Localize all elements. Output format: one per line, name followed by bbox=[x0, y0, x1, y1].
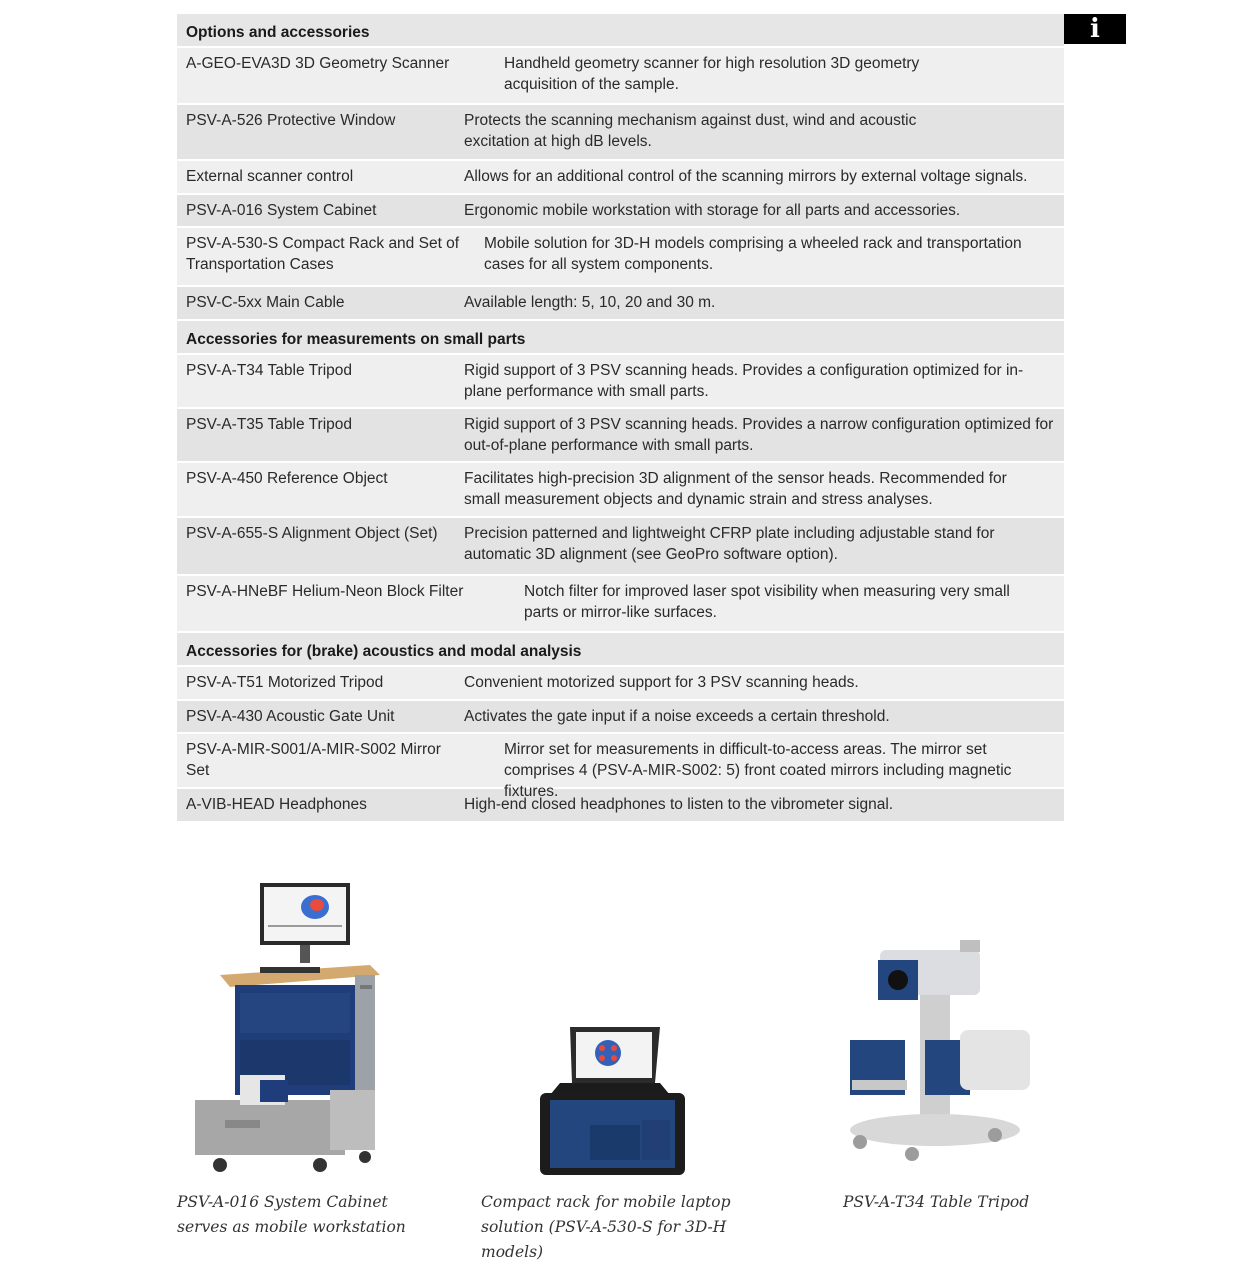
table-row bbox=[177, 105, 1064, 161]
item-name: PSV-A-450 Reference Object bbox=[186, 470, 388, 487]
item-description: Rigid support of 3 PSV scanning heads. Provides a configuration optimized for in-plane performance with small parts. bbox=[464, 362, 1024, 400]
table-row bbox=[177, 463, 1064, 518]
table-row bbox=[177, 701, 1064, 734]
item-description: Available length: 5, 10, 20 and 30 m. bbox=[464, 294, 716, 311]
item-description: Facilitates high-precision 3D alignment of the sensor heads. Recommended for small measurement objects and dynamic strain and stress analyses. bbox=[464, 470, 1007, 508]
item-description: Ergonomic mobile workstation with storage for all parts and accessories. bbox=[464, 202, 961, 219]
table-row bbox=[177, 518, 1064, 576]
item-name: PSV-A-430 Acoustic Gate Unit bbox=[186, 708, 395, 725]
item-description: Convenient motorized support for 3 PSV scanning heads. bbox=[464, 674, 859, 691]
item-name: PSV-A-HNeBF Helium-Neon Block Filter bbox=[186, 583, 464, 600]
caption-text: Compact rack for mobile laptop solution (PSV-A-530-S for 3D-H models) bbox=[481, 1193, 731, 1261]
item-description: Handheld geometry scanner for high resolution 3D geometry acquisition of the sample. bbox=[504, 55, 920, 93]
table-row bbox=[177, 355, 1064, 409]
table-row bbox=[177, 48, 1064, 105]
item-description: Mobile solution for 3D-H models comprising a wheeled rack and transportation cases for all system components. bbox=[484, 235, 1022, 273]
table-row bbox=[177, 228, 1064, 287]
section-header: Options and accessories bbox=[177, 14, 1064, 48]
figure-caption-cabinet bbox=[177, 1190, 417, 1240]
table-row bbox=[177, 734, 1064, 800]
item-description: Activates the gate input if a noise exceeds a certain threshold. bbox=[464, 708, 890, 725]
figure-caption-tripod bbox=[843, 1190, 1043, 1215]
item-name: PSV-A-MIR-S001/A-MIR-S002 Mirror Set bbox=[186, 741, 441, 779]
caption-text: PSV-A-T34 Table Tripod bbox=[843, 1193, 1030, 1211]
caption-text: PSV-A-016 System Cabinet serves as mobile workstation bbox=[177, 1193, 406, 1236]
accessories-table bbox=[177, 14, 1064, 823]
item-description: Allows for an additional control of the scanning mirrors by external voltage signals. bbox=[464, 168, 1028, 185]
item-name: PSV-A-526 Protective Window bbox=[186, 112, 396, 129]
section-header: Accessories for (brake) acoustics and modal analysis bbox=[177, 633, 1064, 667]
info-badge bbox=[1064, 14, 1126, 44]
item-name: PSV-A-T51 Motorized Tripod bbox=[186, 674, 384, 691]
item-name: PSV-C-5xx Main Cable bbox=[186, 294, 345, 311]
item-name: PSV-A-T35 Table Tripod bbox=[186, 416, 352, 433]
table-row bbox=[177, 667, 1064, 701]
table-row bbox=[177, 161, 1064, 195]
item-name: A-VIB-HEAD Headphones bbox=[186, 796, 367, 813]
table-row bbox=[177, 409, 1064, 463]
item-name: PSV-A-655-S Alignment Object (Set) bbox=[186, 525, 438, 542]
item-name: A-GEO-EVA3D 3D Geometry Scanner bbox=[186, 55, 450, 72]
item-description: Notch filter for improved laser spot visibility when measuring very small parts or mirror-like surfaces. bbox=[524, 583, 1010, 621]
info-icon: i bbox=[1090, 14, 1100, 44]
item-name: External scanner control bbox=[186, 168, 354, 185]
item-name: PSV-A-016 System Cabinet bbox=[186, 202, 377, 219]
table-row bbox=[177, 287, 1064, 321]
item-description: Protects the scanning mechanism against dust, wind and acoustic excitation at high dB levels. bbox=[464, 112, 917, 150]
item-name: PSV-A-530-S Compact Rack and Set of Transportation Cases bbox=[186, 235, 460, 273]
item-description: Rigid support of 3 PSV scanning heads. Provides a narrow configuration optimized for out-of-plane performance with small parts. bbox=[464, 416, 1054, 454]
item-description: High-end closed headphones to listen to the vibrometer signal. bbox=[464, 796, 894, 813]
compact-rack-image bbox=[530, 1025, 690, 1180]
table-row bbox=[177, 576, 1064, 633]
table-row bbox=[177, 195, 1064, 228]
section-header: Accessories for measurements on small parts bbox=[177, 321, 1064, 355]
table-row bbox=[177, 789, 1064, 823]
table-tripod-image bbox=[840, 930, 1035, 1170]
item-description: Precision patterned and lightweight CFRP plate including adjustable stand for automatic 3D alignment (see GeoPro software option). bbox=[464, 525, 995, 563]
figure-caption-rack bbox=[481, 1190, 766, 1265]
item-name: PSV-A-T34 Table Tripod bbox=[186, 362, 352, 379]
system-cabinet-image bbox=[180, 875, 410, 1175]
item-description: Mirror set for measurements in difficult-to-access areas. The mirror set comprises 4 (PSV-A-MIR-S002: 5) front coated mirrors including magnetic fixtures. bbox=[504, 741, 1012, 800]
